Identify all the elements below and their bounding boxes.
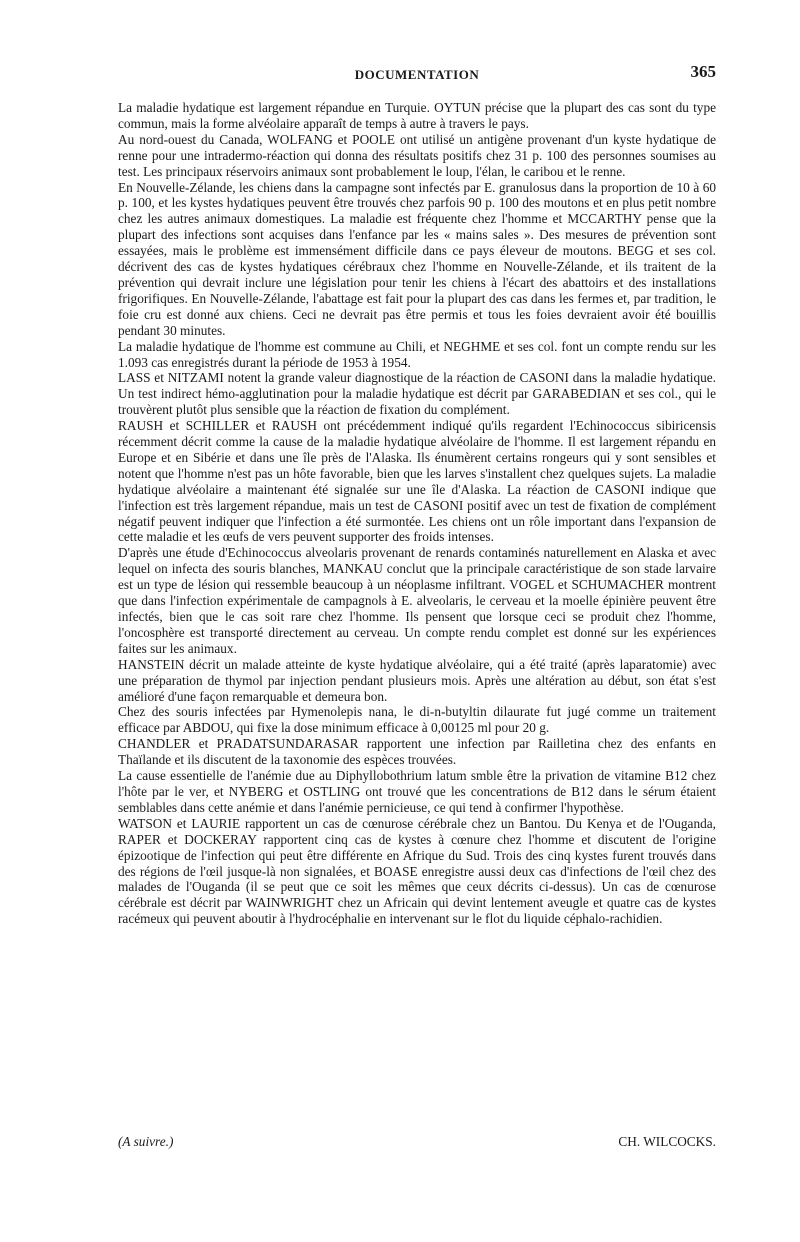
continuation-note: (A suivre.) (118, 1134, 174, 1149)
paragraph: Chez des souris infectées par Hymenolepis nana, le di-n-butyltin dilaurate fut jugé comme un traitement efficace par ABDOU, qui fixe la dose minimum efficace à 0,00125 ml pour 20 g. (118, 704, 716, 736)
page-footer (118, 1134, 716, 1154)
paragraph: La maladie hydatique est largement répandue en Turquie. OYTUN précise que la plupart des cas sont du type commun, mais la forme alvéolaire apparaît de temps à autre à travers le pays. (118, 100, 716, 131)
paragraph: La cause essentielle de l'anémie due au Diphyllobothrium latum smble être la privation de vitamine B12 chez l'hôte par le ver, et NYBERG et OSTLING ont trouvé que les concentrations de B12 dans le sérum étaient semblables dans cette anémie et dans l'anémie pernicieuse, ce qui tend à confirmer l'hypothèse. (118, 768, 716, 815)
document-page (118, 62, 716, 1149)
paragraph: En Nouvelle-Zélande, les chiens dans la campagne sont infectés par E. granulosus dans la proportion de 10 à 60 p. 100, et les kystes hydatiques peuvent être trouvés chez parfois 90 p. 100 des moutons et en plus petit nombre chez les autres animaux domestiques. La maladie est fréquente chez l'homme et MCCARTHY pense que la plupart des infections sont acquises dans l'enfance par les « mains sales ». Des mesures de prévention sont essayées, mais le problème est immensément difficile dans ce pays éleveur de moutons. BEGG et ses col. décrivent des cas de kystes hydatiques cérébraux chez l'homme en Nouvelle-Zélande, et ils traitent de la prévention qui devrait inclure une législation pour tenir les chiens à l'écart des abattoirs et des installations frigorifiques. En Nouvelle-Zélande, l'abattage est fait pour la plupart des cas dans les fermes et, par tradition, le foie cru est donné aux chiens. Ceci ne devrait pas être permis et tous les foies devraient avoir été bouillis pendant 30 minutes. (118, 179, 716, 338)
page-number: 365 (690, 62, 716, 81)
paragraph: Au nord-ouest du Canada, WOLFANG et POOLE ont utilisé un antigène provenant d'un kyste hydatique de renne pour une intradermo-réaction qui donna des résultats positifs chez 31 p. 100 des personnes soumises au test. Les principaux réservoirs animaux sont probablement le loup, l'élan, le caribou et le renne. (118, 131, 716, 179)
paragraph: LASS et NITZAMI notent la grande valeur diagnostique de la réaction de CASONI dans la maladie hydatique. Un test indirect hémo-agglutination pour la maladie hydatique est décrit par GARABEDIAN et ses col., qui le trouvèrent plutôt plus sensible que la réaction de fixation du complément. (118, 370, 716, 418)
document-body (118, 100, 716, 927)
paragraph: La maladie hydatique de l'homme est commune au Chili, et NEGHME et ses col. font un compte rendu sur les 1.093 cas enregistrés durant la période de 1953 à 1954. (118, 338, 716, 370)
paragraph: HANSTEIN décrit un malade atteinte de kyste hydatique alvéolaire, qui a été traité (après laparatomie) avec une préparation de thymol par injection pendant plusieurs mois. Après une altération au début, son état s'est amélioré d'une façon remarquable et demeura bon. (118, 656, 716, 704)
running-title: DOCUMENTATION (354, 67, 480, 82)
page-header (118, 62, 716, 86)
paragraph: CHANDLER et PRADATSUNDARASAR rapportent une infection par Railletina chez des enfants en Thaïlande et ils discutent de la taxonomie des espèces trouvées. (118, 736, 716, 768)
paragraph: RAUSH et SCHILLER et RAUSH ont précédemment indiqué qu'ils regardent l'Echinococcus sibiricensis récemment décrit comme la cause de la maladie hydatique alvéolaire de l'homme. Il est largement répandu en Europe et en Sibérie et dans une île près de l'Alaska. Ils énumèrent certains rongeurs qui y sont sensibles et notent que l'homme n'est pas un hôte favorable, bien que les larves s'installent chez quelques sujets. La maladie hydatique alvéolaire a maintenant été signalée sur une île d'Alaska. La réaction de CASONI indique que l'infection est très largement répandue, mais un test de CASONI positif avec un test de fixation de complément négatif peuvent indiquer que l'infection a été surmontée. Les chiens ont un rôle important dans l'expansion de cette maladie et les œufs de vers peuvent supporter des froids intenses. (118, 418, 716, 545)
author-signature: CH. WILCOCKS. (618, 1134, 716, 1149)
paragraph: WATSON et LAURIE rapportent un cas de cœnurose cérébrale chez un Bantou. Du Kenya et de l'Ouganda, RAPER et DOCKERAY rapportent cinq cas de kystes à cœnure chez l'homme et discutent de l'origine épizootique de l'infection qui peut être différente en Afrique du Sud. Trois des cinq kystes furent trouvés dans des régions de l'œil jusque-là non signalées, et BOASE enregistre aussi deux cas d'infections de l'œil chez des malades de l'Ouganda (il se peut que ce soit les mêmes que ceux décrits ci-dessus). Un cas de cœnurose cérébrale est décrit par WAINWRIGHT chez un Africain qui devint lentement aveugle et quatre cas de kystes racémeux qui peuvent aboutir à l'hydrocéphalie en intervenant sur le flot du liquide céphalo-rachidien. (118, 815, 716, 927)
paragraph: D'après une étude d'Echinococcus alveolaris provenant de renards contaminés naturellement en Alaska et avec lequel on infecta des souris blanches, MANKAU conclut que la principale caractéristique de son stade larvaire est un type de lésion qui ressemble beaucoup à un néoplasme infiltrant. VOGEL et SCHUMACHER montrent que dans l'infection expérimentale de campagnols à E. alveolaris, le cerveau et la moelle épinière peuvent être infectés, bien que le cas soit rare chez l'homme. Ils pensent que lorsque ceci se produit chez l'homme, l'oncosphère est transporté directement au cerveau. Un compte rendu complet est donné sur les expériences faites sur les animaux. (118, 545, 716, 656)
